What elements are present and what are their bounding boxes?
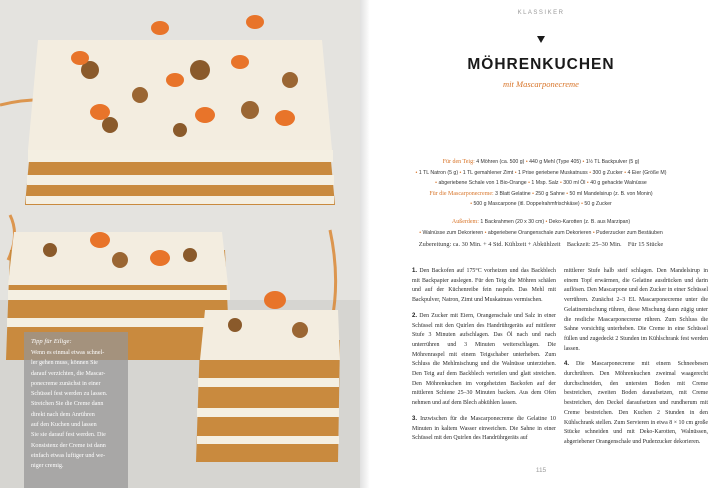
instructions <box>412 267 708 454</box>
ingredients-block <box>382 157 700 238</box>
step-3-continued: mittlerer Stufe halb steif schlagen. Den Mandelsirup in einem Topf erwärmen, die Gelatine ausdrücken und darin auflösen. Den Mascarpone und den Zucker in einer Schüssel verrühren. Zunächst 2–3 EL Mascarponecreme unter die Gelatinemischung rühren, diese Mischung dann zügig unter die restliche Mascarponecreme rühren. Zum Schluss die Sahne vorsichtig unterheben. Die Creme in eine Schüssel füllen und zugedeckt 2 Stunden im Kühlschrank fest werden lassen. <box>564 268 708 352</box>
cake-slice-front <box>196 291 340 462</box>
step-1: 1. Den Backofen auf 175°C vorheizen und das Backblech mit Backpapier auslegen. Für den Teig die Möhren schälen und auf der Küchenreibe fein raspeln. Das Mehl mit Backpulver, Natron, Zimt und Muskatnuss vermischen. <box>412 268 556 304</box>
ingredients-line: Für den Teig: 4 Möhren (ca. 500 g) • 440 g Mehl (Type 405) • 1½ TL Backpulver (5 g) <box>442 159 640 165</box>
bake-time: Backzeit: 25–30 Min. <box>566 241 622 248</box>
recipe-subtitle: mit Mascarponecreme <box>503 79 579 89</box>
page-number: 115 <box>535 467 547 474</box>
time-info <box>382 241 700 248</box>
servings: Für 15 Stücke <box>627 241 664 248</box>
ingredients-line: • 1 TL Natron (5 g) • 1 TL gemahlener Zimt • 1 Prise geriebene Muskatnuss • 300 g Zucker • 4 Eier (Größe M) <box>415 169 667 176</box>
tip-title: Tipp für Eilige: <box>31 338 72 345</box>
step-3: 3. Inzwischen für die Mascarponecreme die Gelatine 10 Minuten in kaltem Wasser einweichen. Die Sahne in einer Schüssel mit den Quirlen des Handrührgeräts auf <box>412 415 556 442</box>
triangle-marker-icon <box>537 36 545 43</box>
recipe-title: MÖHRENKUCHEN <box>467 56 615 73</box>
step-4: 4. Die Mascarponecreme mit einem Schneebesen durchrühren. Den Möhrenkuchen zweimal waagerecht durchschneiden, den untersten Boden mit Creme bestreichen, zweiten Boden daraufsetzen, mit Creme bestreichen, den Deckel daraufsetzen und rundherum mit Creme bestreichen. Den Kuchen 2 Stunden in den Kühlschrank stellen. Zum Servieren in etwa 8 × 10 cm große Stücke schneiden und mit Deko-Karotten, Walnüssen, abgeriebener Orangenschale und Puderzucker dekorieren. <box>564 361 708 445</box>
tip-text: Wenn es einmal etwas schnel- ler gehen muss, können Sie darauf verzichten, die Mascar- ponecreme zunächst in einer Schüssel fest werden zu lassen. Streichen Sie die Creme dann direkt nach dem Anrühren auf den Kuchen und lassen Sie sie darauf fest werden. Die Konsistenz der Creme ist dann einfach etwas luftiger und we- niger cremig. <box>31 350 108 470</box>
ingredients-line: • 500 g Mascarpone (itl. Doppelrahmfrischkäse) • 50 g Zucker <box>470 201 612 208</box>
ingredients-line: Außerdem: 1 Backrahmen (20 x 30 cm) • Deko-Karotten (z. B. aus Marzipan) <box>451 218 631 225</box>
recipe-page <box>362 0 720 488</box>
tip-box <box>24 332 128 488</box>
instructions-column-left <box>412 267 556 454</box>
prep-time: Zubereitung: ca. 30 Min. + 4 Std. Kühlzeit + Abkühlzeit <box>418 241 561 248</box>
ingredients-line: • abgeriebene Schale von 1 Bio-Orange • 1 Msp. Salz • 300 ml Öl • 40 g gehackte Walnüsse <box>435 180 647 187</box>
ingredients-line: • Walnüsse zum Dekorieren • abgeriebene Orangenschale zum Dekorieren • Puderzucker zum Bestäuben <box>419 229 663 236</box>
instructions-column-right <box>564 267 708 454</box>
ingredients-line: Für die Mascarponecreme: 3 Blatt Gelatine • 250 g Sahne • 50 ml Mandelsirup (z. B. von Monin) <box>429 190 653 197</box>
step-2: 2. Den Zucker mit Eiern, Orangenschale und Salz in einer Schüssel mit den Quirlen des Handrührgeräts auf mittlerer Stufe 3 Minuten aufschlagen. Das Öl nach und nach unterrühren und 3 Minuten weiterschlagen. Die Möhrenraspel mit einem Teigschaber unterheben. Zum Schluss die Mehlmischung und die Walnüsse unterziehen. Den Teig auf dem Backblech verteilen und glatt streichen. Den Möhrenkuchen im vorgeheizten Backofen auf der mittleren Schiene 25–30 Minuten backen. Aus dem Ofen nehmen und auf dem Blech abkühlen lassen. <box>412 312 556 407</box>
category-label: KLASSIKER <box>517 10 565 16</box>
